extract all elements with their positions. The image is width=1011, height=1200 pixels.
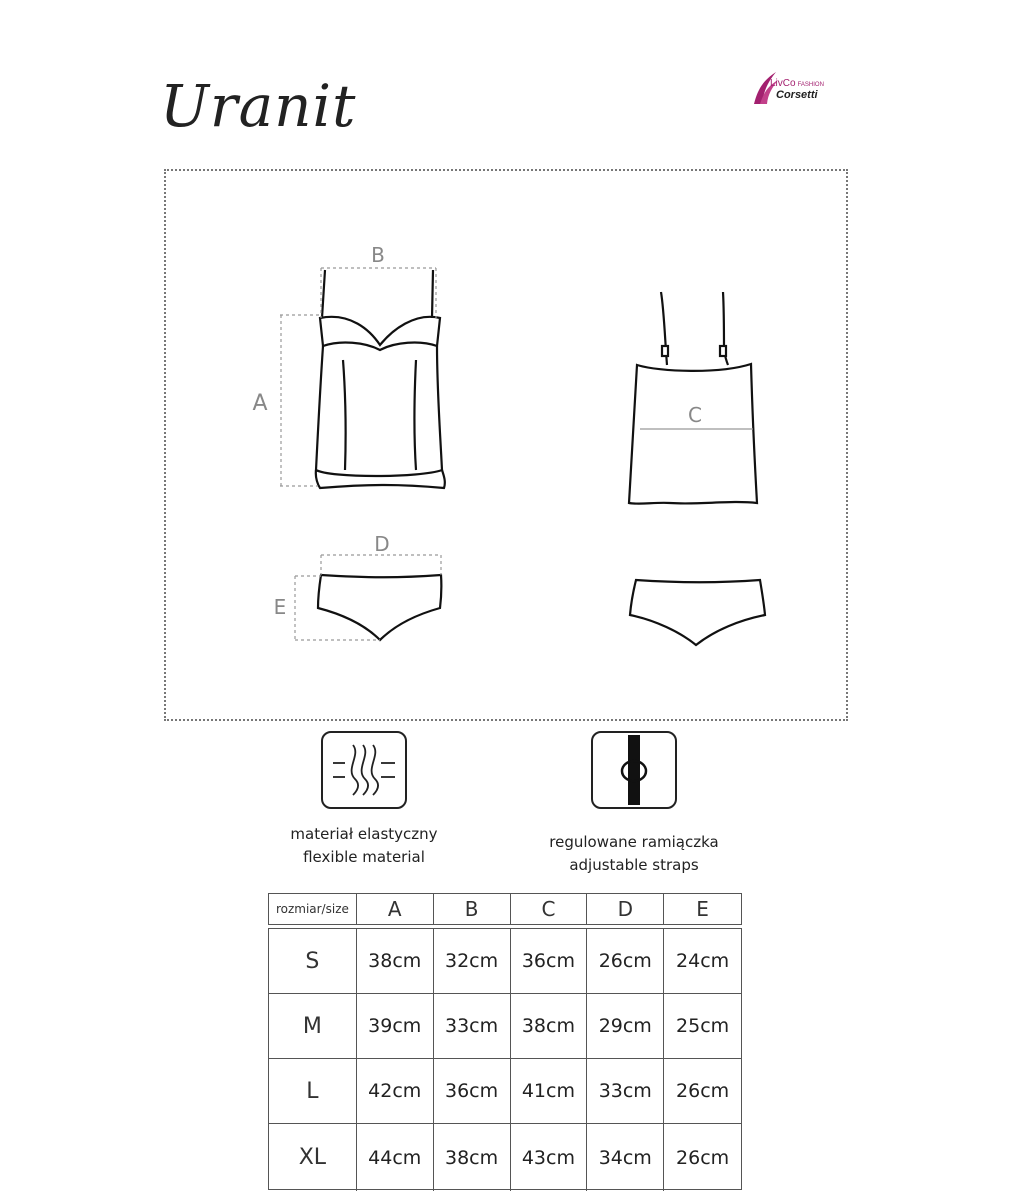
value-cell: 26cm	[587, 929, 664, 993]
size-cell: XL	[269, 1124, 357, 1191]
table-row	[269, 994, 741, 1059]
value-cell: 32cm	[434, 929, 511, 993]
label-c: C	[688, 403, 702, 427]
value-cell: 26cm	[676, 1146, 730, 1169]
adjustable-straps-icon	[591, 731, 677, 809]
header-cell-d: D	[587, 894, 664, 924]
briefs-front	[318, 575, 441, 640]
feature-label-pl: materiał elastyczny	[290, 825, 438, 843]
feature-label-en: flexible material	[303, 848, 425, 866]
size-table-header	[268, 893, 742, 925]
value-cell: 36cm	[434, 1059, 511, 1123]
value-cell: 39cm	[357, 994, 434, 1058]
label-b: B	[371, 243, 385, 267]
camisole-back	[629, 292, 757, 504]
value-cell: 24cm	[676, 950, 730, 972]
product-title: Uranit	[160, 72, 357, 140]
size-cell: S	[269, 929, 357, 993]
brand-name-bottom: Corsetti	[776, 89, 818, 101]
brand-name-top: LivCo FASHION	[770, 78, 824, 89]
value-cell: 36cm	[511, 929, 588, 993]
camisole-front	[316, 270, 445, 488]
header-cell-a: A	[357, 894, 434, 924]
value-cell: 44cm	[357, 1124, 434, 1191]
value-cell: 38cm	[511, 994, 588, 1058]
value-cell: 34cm	[587, 1124, 664, 1191]
header-cell-b: B	[434, 894, 511, 924]
feature-label-pl: regulowane ramiączka	[549, 833, 719, 851]
label-d: D	[374, 532, 390, 556]
dimension-b	[321, 268, 436, 318]
label-a: A	[252, 391, 268, 416]
size-table	[268, 928, 742, 1190]
header-cell-c: C	[511, 894, 588, 924]
dimension-d	[321, 555, 441, 575]
value-cell: 41cm	[511, 1059, 588, 1123]
value-cell: 33cm	[587, 1059, 664, 1123]
value-cell: 33cm	[434, 994, 511, 1058]
value-cell: 38cm	[357, 929, 434, 993]
value-cell: 25cm	[676, 1015, 730, 1037]
value-cell: 43cm	[511, 1124, 588, 1191]
table-row	[269, 1124, 741, 1191]
label-e: E	[273, 595, 287, 619]
value-cell: 38cm	[434, 1124, 511, 1191]
header-cell-e: E	[696, 897, 709, 921]
feature-flexible-material	[266, 731, 462, 869]
table-row	[269, 1059, 741, 1124]
value-cell: 42cm	[357, 1059, 434, 1123]
value-cell: 29cm	[587, 994, 664, 1058]
size-cell: L	[269, 1059, 357, 1123]
feature-label-en: adjustable straps	[569, 856, 699, 874]
table-row	[269, 929, 741, 994]
briefs-back	[630, 580, 765, 645]
flexible-material-icon	[321, 731, 407, 809]
header-cell-size: rozmiar/size	[269, 894, 357, 924]
size-cell: M	[269, 994, 357, 1058]
feature-adjustable-straps	[534, 731, 734, 877]
value-cell: 26cm	[676, 1080, 730, 1102]
